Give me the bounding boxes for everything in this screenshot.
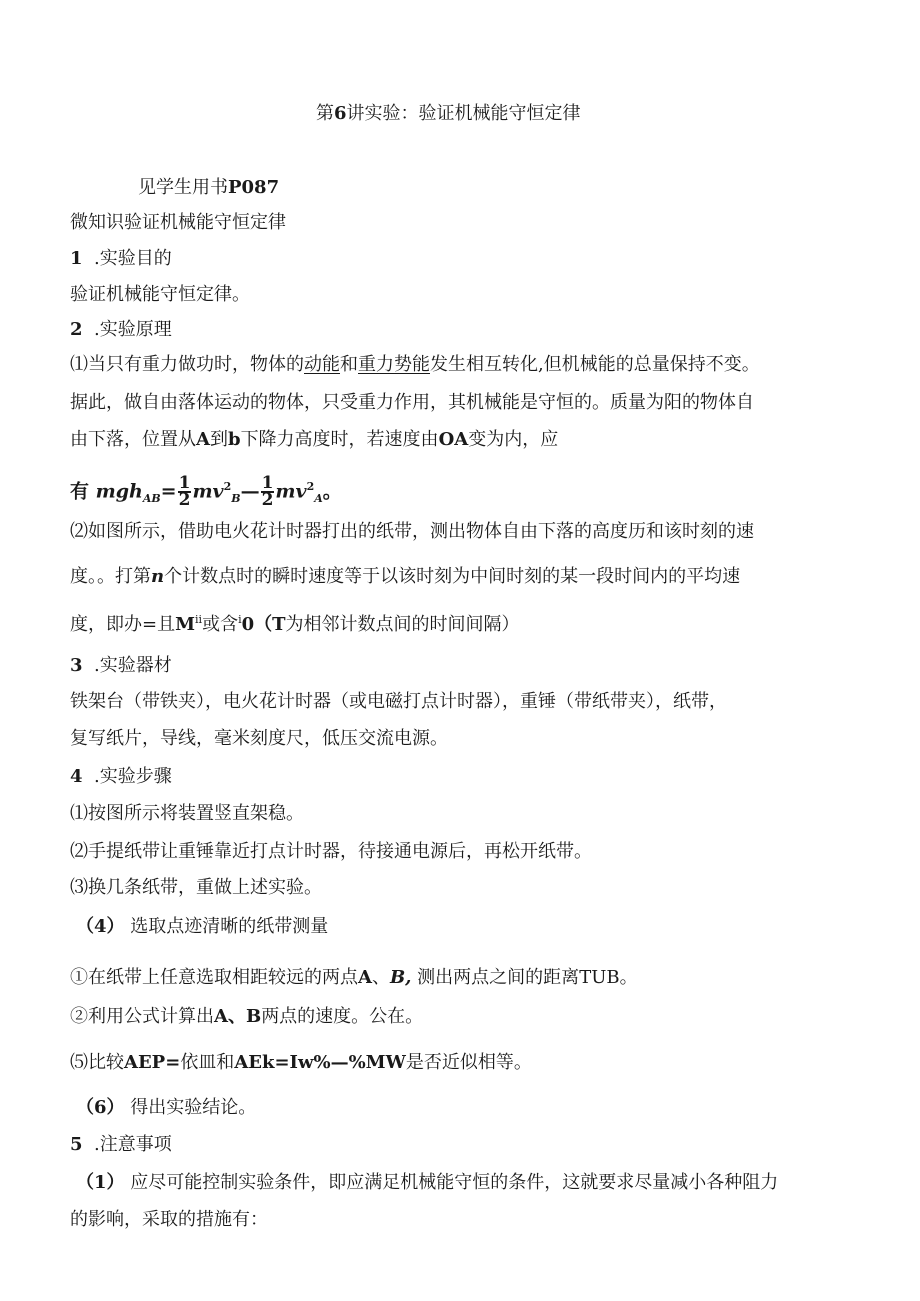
text-span: 或含 xyxy=(202,614,239,635)
underlined-term: 重力势能 xyxy=(358,354,430,375)
text-span: 到 xyxy=(209,429,228,450)
text-span: 是否近似相等。 xyxy=(405,1052,532,1073)
text-span: 度，即办=且 xyxy=(70,614,176,635)
step-3: ⑶换几条纸带，重做上述实验。 xyxy=(70,877,322,898)
section-1-heading xyxy=(70,247,172,271)
text-span: 选取点迹清晰的纸带测量 xyxy=(124,916,329,937)
formula-mgh: mgh xyxy=(95,480,143,503)
textbook-reference xyxy=(138,176,279,200)
symbol-n: n xyxy=(151,566,165,587)
text-span: 得出实验结论。 xyxy=(124,1097,257,1118)
text-span: 个计数点时的瞬时速度等于以该时刻为中间时刻的某一段时间内的平均速 xyxy=(164,566,741,587)
text-span: 下降力高度时，若速度由 xyxy=(240,429,439,450)
step-4-sub-1 xyxy=(70,966,638,990)
equipment-line-2: 复写纸片，导线，毫米刻度尺，低压交流电源。 xyxy=(70,728,448,749)
formula-subscript: B xyxy=(231,492,241,506)
text-span: ⑴当只有重力做功时，物体的 xyxy=(70,354,304,375)
principle-1-line-2: 据此，做自由落体运动的物体，只受重力作用，其机械能是守恒的。质量为阳的物体自 xyxy=(70,392,754,413)
text-span: 和 xyxy=(340,354,358,375)
underlined-term: 动能 xyxy=(304,354,340,375)
fraction-numerator: 1 xyxy=(261,473,274,494)
text-span: TUB。 xyxy=(579,967,638,988)
principle-2-line-1: ⑵如图所示，借助电火花计时器打出的纸带，测出物体自由下落的高度历和该时刻的速 xyxy=(70,521,754,542)
text-span: 两点的速度。公在。 xyxy=(261,1006,424,1027)
step-6 xyxy=(76,1096,256,1120)
section-2-heading xyxy=(70,318,172,342)
note-number: （1） xyxy=(76,1172,125,1193)
text-span: 应尽可能控制实验条件，即应满足机械能守恒的条件，这就要求尽量减小各种阻力 xyxy=(124,1172,779,1193)
text-span: ②利用公式计算出 xyxy=(70,1006,214,1027)
section-subtitle: 微知识验证机械能守恒定律 xyxy=(70,212,286,233)
text-span: 由下落，位置从 xyxy=(70,429,196,450)
symbol-label: OA xyxy=(438,429,469,450)
fraction-numerator: 1 xyxy=(178,473,191,494)
fraction-denominator: 2 xyxy=(261,490,274,511)
section-title: .实验器材 xyxy=(93,655,172,676)
section-number: 3 xyxy=(70,655,83,676)
principle-1-line-1 xyxy=(70,353,760,377)
formula-exponent: 2 xyxy=(223,480,232,493)
energy-formula xyxy=(70,470,342,516)
section-1-body: 验证机械能守恒定律。 xyxy=(70,284,250,305)
title-lecture-number: 6 xyxy=(334,103,347,124)
principle-2-line-2 xyxy=(70,565,740,589)
section-title: .实验目的 xyxy=(93,248,172,269)
symbol-label: 0 xyxy=(241,614,255,635)
step-4 xyxy=(76,915,328,939)
text-span: 发生相互转化,但机械能的总量保持不变。 xyxy=(430,354,760,375)
section-number: 4 xyxy=(70,766,83,787)
step-5 xyxy=(70,1051,532,1075)
page-title xyxy=(316,102,581,126)
section-4-heading xyxy=(70,765,172,789)
formula-mv: mv xyxy=(275,480,307,503)
section-5-heading xyxy=(70,1133,172,1157)
section-3-heading xyxy=(70,654,172,678)
formula-subscript: A xyxy=(314,492,323,506)
section-number: 1 xyxy=(70,248,83,269)
superscript: i xyxy=(238,613,242,626)
text-span: 变为内，应 xyxy=(468,429,559,450)
point-label: A、B xyxy=(214,1006,262,1027)
text-span: 为相邻计数点间的时间间隔） xyxy=(285,614,520,635)
fraction-half xyxy=(178,473,192,511)
formula-subscript: AB xyxy=(142,492,161,506)
principle-2-line-3 xyxy=(70,608,520,637)
step-1: ⑴按图所示将装置竖直架稳。 xyxy=(70,803,304,824)
formula-minus: — xyxy=(240,480,260,503)
formula-end: 。 xyxy=(322,480,342,503)
formula-text: AEk=Iw%—%MW xyxy=(234,1052,406,1073)
text-span: ①在纸带上任意选取相距较远的两点 xyxy=(70,967,358,988)
formula-equals: = xyxy=(160,480,177,503)
text-span: 依皿和 xyxy=(180,1052,235,1073)
note-1-line-1 xyxy=(76,1171,778,1195)
section-title: .实验原理 xyxy=(93,319,172,340)
section-number: 5 xyxy=(70,1134,83,1155)
equipment-line-1: 铁架台（带铁夹），电火花计时器（或电磁打点计时器），重锤（带纸带夹），纸带， xyxy=(70,691,727,712)
superscript: ii xyxy=(195,613,203,626)
formula-exponent: 2 xyxy=(306,480,315,493)
text-span: 、 xyxy=(371,967,390,988)
point-label: A xyxy=(196,429,210,450)
point-label: b xyxy=(227,429,241,450)
note-1-line-2: 的影响，采取的措施有： xyxy=(70,1209,268,1230)
point-label: B, xyxy=(389,967,412,988)
step-number: （6） xyxy=(76,1097,125,1118)
reference-page: P087 xyxy=(228,177,280,198)
text-span: 测出两点之间的距离 xyxy=(411,967,580,988)
section-title: .实验步骤 xyxy=(93,766,172,787)
formula-text: AEP= xyxy=(124,1052,181,1073)
symbol-label: T xyxy=(272,614,286,635)
text-span: ⑸比较 xyxy=(70,1052,124,1073)
section-title: .注意事项 xyxy=(93,1134,172,1155)
formula-mv: mv xyxy=(192,480,224,503)
title-text: 讲实验：验证机械能守恒定律 xyxy=(346,103,581,124)
section-number: 2 xyxy=(70,319,83,340)
fraction-denominator: 2 xyxy=(178,490,191,511)
fraction-half xyxy=(261,473,275,511)
step-number: （4） xyxy=(76,916,125,937)
step-4-sub-2 xyxy=(70,1005,423,1029)
point-label: A xyxy=(358,967,372,988)
reference-label: 见学生用书 xyxy=(138,177,228,198)
paren: （ xyxy=(254,614,273,635)
text-span: 度。。打第 xyxy=(70,566,151,587)
symbol-label: M xyxy=(175,614,196,635)
title-prefix: 第 xyxy=(316,103,334,124)
principle-1-line-3 xyxy=(70,428,558,452)
formula-lead: 有 xyxy=(70,480,96,503)
step-2: ⑵手提纸带让重锤靠近打点计时器，待接通电源后，再松开纸带。 xyxy=(70,841,592,862)
